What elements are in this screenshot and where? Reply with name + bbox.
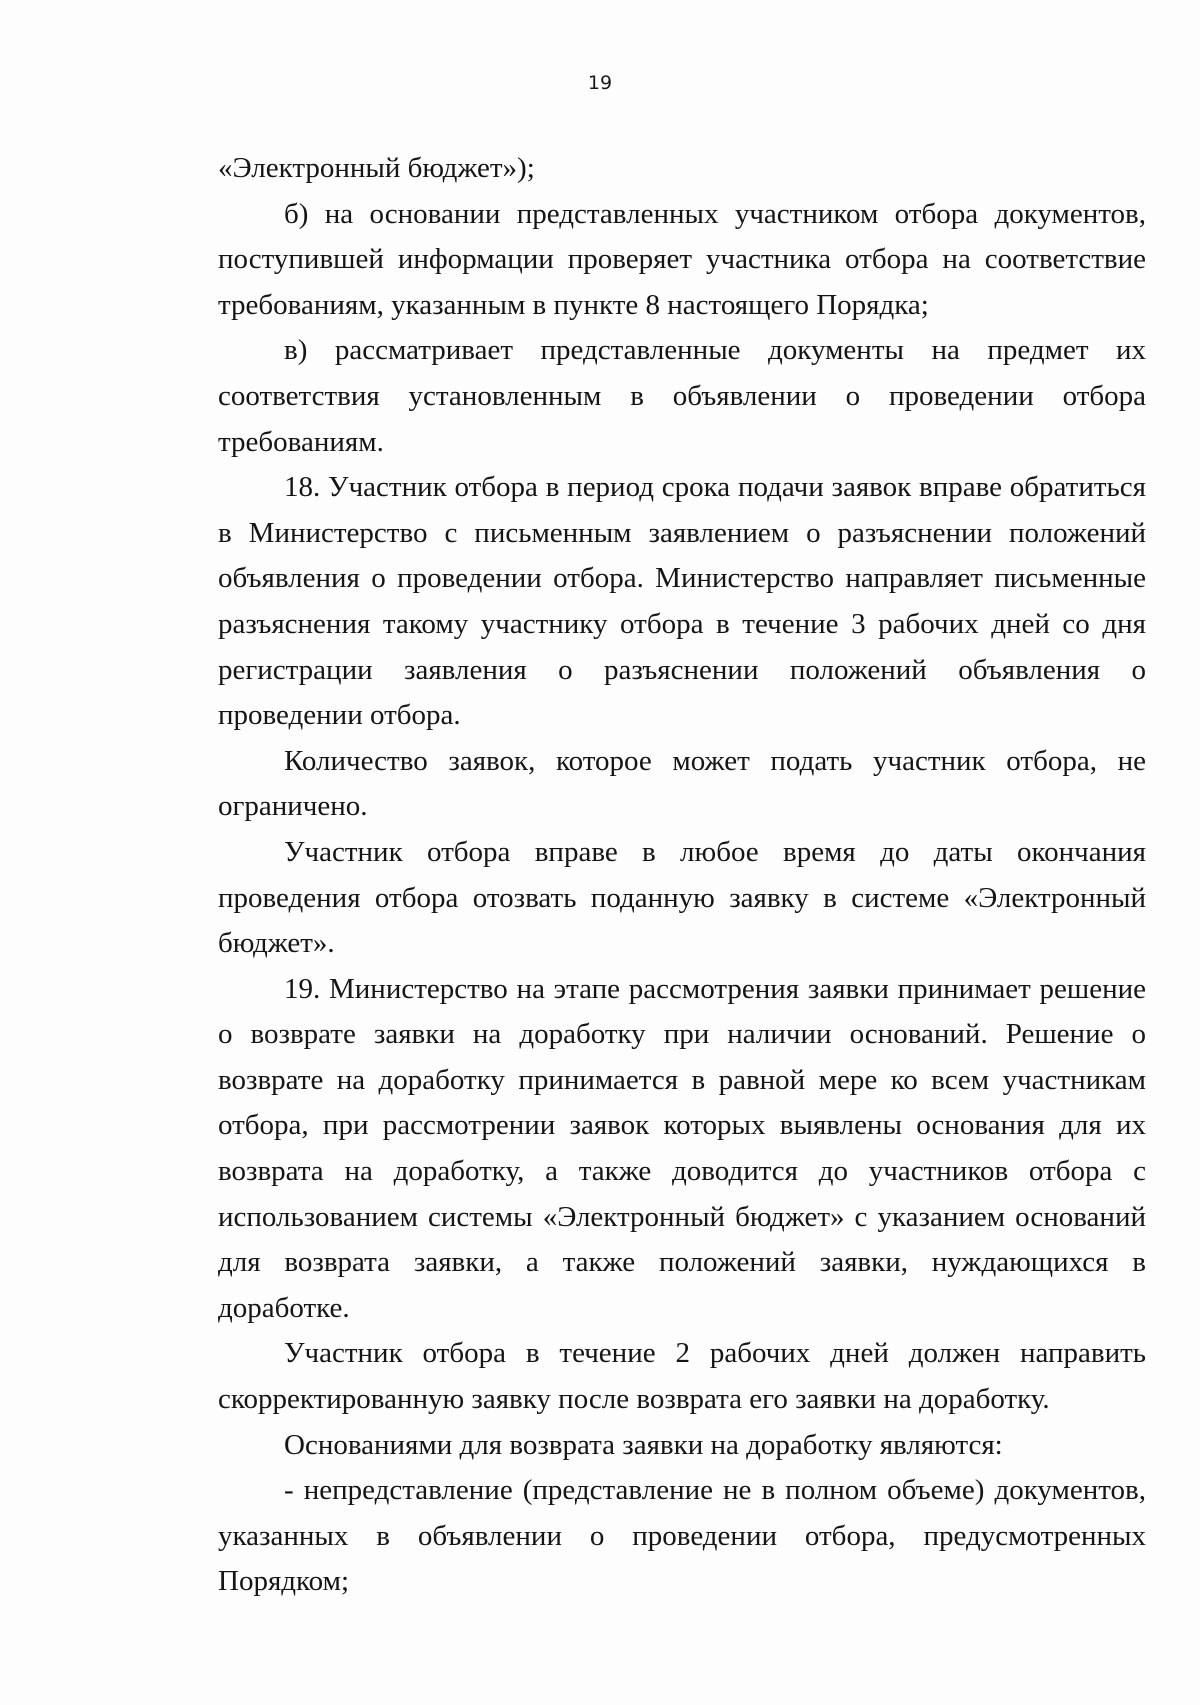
paragraph-item-v: в) рассматривает представленные документы на предмет их соответствия установленным в объявлении о проведении отбора требованиям. — [218, 334, 1146, 458]
paragraph-continuation: «Электронный бюджет»); — [218, 152, 535, 184]
paragraph-application-count: Количество заявок, которое может подать участник отбора, не ограничено. — [218, 744, 1146, 823]
paragraph-withdraw-application: Участник отбора вправе в любое время до даты окончания проведения отбора отозвать поданную заявку в системе «Электронный бюджет». — [218, 835, 1146, 960]
page-number: 19 — [587, 72, 613, 94]
paragraph-section-19: 19. Министерство на этапе рассмотрения заявки принимает решение о возврате заявки на доработку при наличии оснований. Решение о возврате на доработку принимается в равной мере ко всем участникам отбора, при рассмотрении заявок которых выявлены основания для их возврата на доработку, а также доводится до участников отбора с использованием системы «Электронный бюджет» с указанием оснований для возврата заявки, а также положений заявки, нуждающихся в доработке. — [218, 972, 1146, 1324]
paragraph-section-18: 18. Участник отбора в период срока подачи заявок вправе обратиться в Министерство с письменным заявлением о разъяснении положений объявления о проведении отбора. Министерство направляет письменные разъяснения такому участнику отбора в течение 3 рабочих дней со дня регистрации заявления о разъяснении положений объявления о проведении отбора. — [218, 471, 1146, 732]
paragraph-ground-item: - непредставление (представление не в полном объеме) документов, указанных в объявлении о проведении отбора, предусмотренных Порядком; — [218, 1474, 1146, 1598]
paragraph-resubmission: Участник отбора в течение 2 рабочих дней должен направить скорректированную заявку после возврата его заявки на доработку. — [218, 1337, 1146, 1416]
paragraph-item-b: б) на основании представленных участником отбора документов, поступившей информации проверяет участника отбора на соответствие требованиям, указанным в пункте 8 настоящего Порядка; — [218, 197, 1146, 321]
document-body — [218, 146, 1146, 1605]
paragraph-return-grounds: Основаниями для возврата заявки на доработку являются: — [284, 1428, 1003, 1461]
